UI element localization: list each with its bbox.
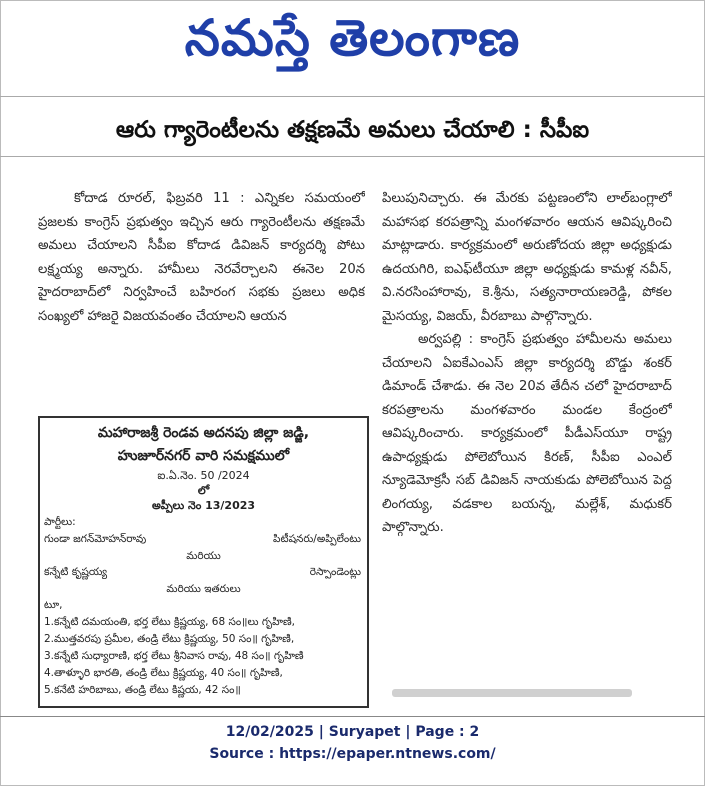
notice-connector: లో xyxy=(197,484,210,497)
article-column-left xyxy=(38,187,365,387)
headline-rule xyxy=(0,156,705,157)
footer-rule xyxy=(0,716,705,717)
notice-case-number: ఐ.ఏ.నెం. 50 /2024 xyxy=(157,469,250,482)
footer-date-line: 12/02/2025 | Suryapet | Page : 2 xyxy=(225,724,480,740)
notice-addressee-line: 2.ముత్తవరపు ప్రమీల, తండ్రి లేటు క్రిష్ణయ్య, 50 సం॥ గృహిణి, xyxy=(44,633,295,645)
respondent-name: కన్నేటి కృష్ణయ్య xyxy=(44,566,108,578)
notice-petitioner-row xyxy=(40,531,367,548)
petitioner-name: గుండా జగన్‌మోహన్‌రావు xyxy=(44,533,147,545)
notice-addressee-line: 1.కన్నేటి దమయంతి, భర్త లేటు క్రిష్ణయ్య, 68 సం॥లు గృహిణి, xyxy=(44,616,295,628)
masthead-rule xyxy=(0,96,705,97)
article-paragraph: కోదాడ రూరల్, ఫిబ్రవరి 11 : ఎన్నికల సమయంలో ప్రజలకు కాంగ్రెస్ ప్రభుత్వం ఇచ్చిన ఆరు గ్యారెంటీలను తక్షణమే అమలు చేయాలని సీపీఐ కోదాడ డివిజన్ కార్యదర్శి పోటు లక్ష్మయ్య అన్నారు. హామీలు నెరవేర్చాలని ఈనెల 20న హైదరాబాద్‌లో నిర్వహించే బహిరంగ సభకు ప్రజలు అధిక సంఖ్యలో హాజరై విజయవంతం చేయాలని ఆయన xyxy=(38,191,365,324)
notice-addressee-line: 4.తాళ్ళూరి భారతి, తండ్రి లేటు క్రిష్ణయ్య, 40 సం॥ గృహిణి, xyxy=(44,667,283,679)
notice-parties-label: పార్టీలు: xyxy=(44,516,76,528)
notice-and: మరియు xyxy=(186,550,221,562)
notice-addressee-line: 3.కన్నేటి సుధ్యారాణి, భర్త లేటు శ్రీనివాస రావు, 48 సం॥ గృహిణి xyxy=(44,650,304,662)
legal-notice-box xyxy=(38,416,369,708)
notice-title: మహారాజశ్రీ రెండవ అదనపు జిల్లా జడ్జి, xyxy=(97,425,310,441)
notice-title: హుజూర్‌నగర్ వారి సమక్షములో xyxy=(117,448,290,464)
notice-appeal-number: అప్పీలు నెం 13/2023 xyxy=(151,499,256,512)
newspaper-masthead: నమస్తే తెలంగాణ xyxy=(184,8,521,67)
article-column-right xyxy=(382,187,672,667)
petitioner-role: పిటీషనరు/అప్పిలేంటు xyxy=(273,533,361,545)
notice-addressee-line: 5.కనేటి హరిబాబు, తండ్రి లేటు కిష్ణయ, 42 సం॥ xyxy=(44,684,241,696)
article-headline: ఆరు గ్యారెంటీలను తక్షణమే అమలు చేయాలి : సీపీఐ xyxy=(115,117,590,143)
article-paragraph: పిలుపునిచ్చారు. ఈ మేరకు పట్టణంలోని లాల్‌బంగ్లాలో మహాసభ కరపత్రాన్ని మంగళవారం ఆయన ఆవిష్కరించి మాట్లాడారు. కార్యక్రమంలో అరుణోదయ జిల్లా అధ్యక్షుడు ఉదయగిరి, ఐఎఫ్‌టీయూ జిల్లా అధ్యక్షుడు కామళ్ల నవీన్, వి.నరసింహారావు, కె.శ్రీను, సత్యనారాయణరెడ్డి, పోకల మైసయ్య, విజయ్, వీరబాబు పాల్గొన్నారు. xyxy=(382,191,672,324)
notice-to-label: టూ, xyxy=(44,599,63,611)
cropped-next-headline xyxy=(392,689,632,697)
notice-and-others: మరియు ఇతరులు xyxy=(166,583,241,595)
article-paragraph: అర్వపల్లి : కాంగ్రెస్ ప్రభుత్వం హామీలను అమలు చేయాలని ఏఐకేఎంఎస్ జిల్లా కార్యదర్శి బొడ్డు శంకర్ డిమాండ్ చేశాడు. ఈ నెల 20వ తేదీన చలో హైదరాబాద్ కరపత్రాలను మంగళవారం మండల కేంద్రంలో ఆవిష్కరించారు. కార్యక్రమంలో పీడీఎస్‌యూ రాష్ట్ర ఉపాధ్యక్షుడు పోలెబోయిన కిరణ్, సీపీఐ ఎంఎల్ న్యూడెమోక్రసీ సబ్ డివిజన్ నాయకుడు పోలెబోయిన పెద్ద లింగయ్య, వడకాల బయన్న, మల్లేశ్, మధుకర్ పాల్గొన్నారు. xyxy=(382,332,672,535)
notice-respondent-row xyxy=(40,564,367,581)
footer-source-line: Source : https://epaper.ntnews.com/ xyxy=(209,746,496,762)
respondent-role: రెస్పాండెంట్లు xyxy=(309,566,361,578)
